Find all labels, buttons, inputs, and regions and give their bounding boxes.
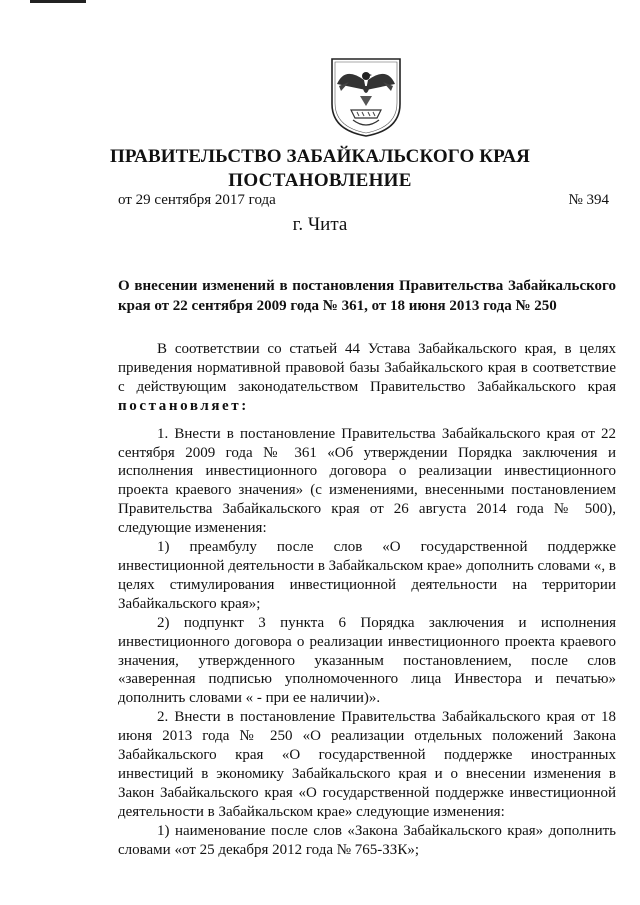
paragraph-1-item-1: 1) преамбулу после слов «О государственной поддержке инвестиционной деятельности в Забайкальском крае» дополнить словами «, в целях стимулирования инвестиционной деятельности на территории Забайкальского края»;	[118, 539, 617, 612]
paragraph-2: 2. Внести в постановление Правительства Забайкальского края от 18 июня 2013 года № 250 «О реализации отдельных положений Закона Забайкальского края «О государственной поддержке иностранных инвестиций в экономику Забайкальского края и о внесении изменения в Закон Забайкальского края «О государственной поддержке инвестиционной деятельности в Забайкальском крае» следующие изменения:	[118, 709, 616, 820]
document-heading: О внесении изменений в постановления Правительства Забайкальского края от 22 сентября 2009 года № 361, от 18 июня 2013 года № 250	[118, 278, 616, 314]
document-type: ПОСТАНОВЛЕНИЕ	[228, 170, 412, 191]
resolves-word: постановляет:	[118, 397, 249, 414]
coat-of-arms-drawing	[329, 56, 403, 138]
document-city: г. Чита	[292, 214, 348, 235]
zabaikalsky-krai-coat-of-arms-icon	[329, 56, 403, 138]
government-title: ПРАВИТЕЛЬСТВО ЗАБАЙКАЛЬСКОГО КРАЯ	[109, 146, 530, 167]
scan-corner-mark	[30, 0, 86, 3]
paragraph-1: 1. Внести в постановление Правительства Забайкальского края от 22 сентября 2009 года № 361 «Об утверждении Порядка заключения и исполнения инвестиционного договора о реализации инвестиционного проекта краевого значения» (с изменениями, внесенными постановлением Правительства Забайкальского края от 26 августа 2014 года № 500), следующие изменения:	[118, 425, 616, 537]
document-body	[118, 340, 616, 859]
document-number: № 394	[568, 192, 609, 208]
paragraph-1-item-2: 2) подпункт 3 пункта 6 Порядка заключения и исполнения инвестиционного договора о реализации инвестиционного проекта краевого значения, утвержденного указанным постановлением, после слов «заверенная подписью уполномоченного лица Инвестора и печатью» дополнить словами « - при ее наличии)».	[118, 614, 616, 707]
paragraph-2-item-1: 1) наименование после слов «Закона Забайкальского края» дополнить словами «от 25 декабря 2012 года № 765-ЗЗК»;	[118, 822, 616, 858]
intro-text: В соответствии со статьей 44 Устава Забайкальского края, в целях приведения нормативной правовой базы Забайкальского края в соответствие с действующим законодательством Правительство Забайкальского края	[118, 341, 616, 395]
document-date: от 29 сентября 2017 года	[118, 192, 276, 208]
intro-paragraph	[118, 340, 616, 416]
